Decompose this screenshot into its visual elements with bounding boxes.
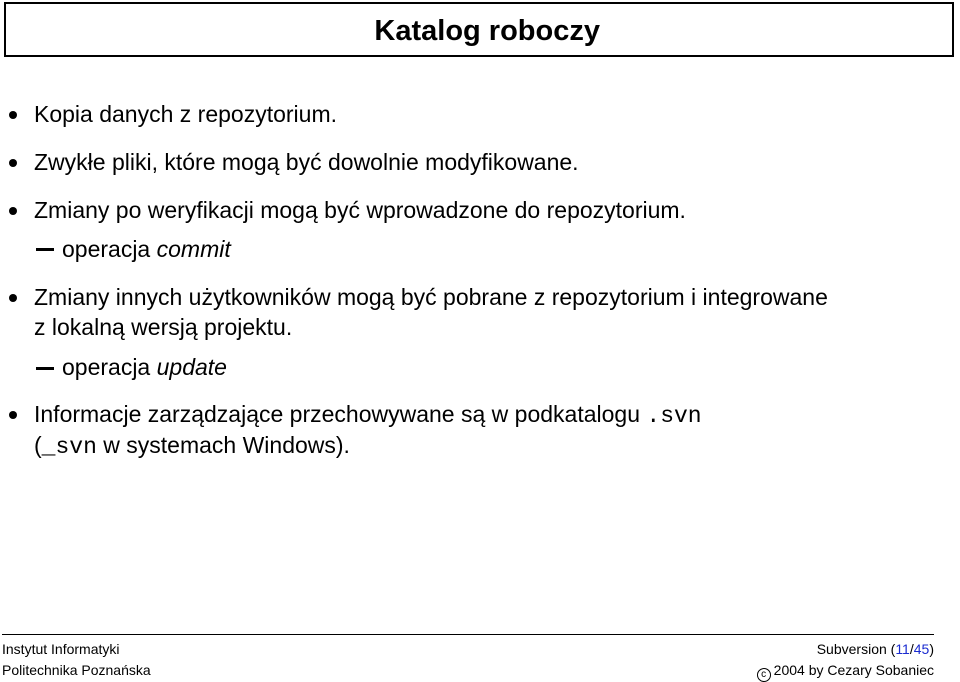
footer-institute: Instytut Informatyki [2,641,120,657]
bullet-item-1: Kopia danych z repozytorium. [34,101,337,127]
bullet-item-4-line-1: Zmiany innych użytkowników mogą być pobrane z repozytorium i integrowane [34,284,828,310]
dash-icon [36,248,54,251]
bullet-item-5-tail: w systemach Windows). [96,432,350,458]
bullet-dot-icon [9,411,17,419]
footer-page-info [817,640,934,658]
bullet-item-5-line-1 [34,400,702,430]
page-total: 45 [913,641,930,657]
paren-open: ( [34,432,42,458]
svn-dir-code: .svn [646,403,702,429]
dash-icon [36,367,54,370]
footer-university: Politechnika Poznańska [2,662,151,678]
footer-divider [2,634,934,635]
sub-item-update [62,353,227,381]
footer-paren-close: ) [929,641,934,657]
page-title: Katalog roboczy [374,15,600,47]
sub-item-prefix: operacja [62,354,157,380]
page-separator: / [909,641,914,657]
page-current: 11 [895,641,910,657]
commit-term: commit [156,236,231,262]
bullet-dot-icon [9,111,17,119]
copyright-text: 2004 by Cezary Sobaniec [773,662,934,678]
bullet-item-4-line-2: z lokalną wersją projektu. [34,314,293,340]
bullet-item-3: Zmiany po weryfikacji mogą być wprowadzone do repozytorium. [34,197,686,223]
bullet-item-5-text: Informacje zarządzające przechowywane są w podkatalogu [34,401,647,427]
bullet-item-2: Zwykłe pliki, które mogą być dowolnie modyfikowane. [34,149,579,175]
bullet-item-5-line-2 [34,431,350,461]
footer-doc-title: Subversion ( [816,641,896,657]
bullet-dot-icon [9,159,17,167]
update-term: update [156,354,227,380]
sub-item-commit [62,235,231,263]
svn-win-dir-code: _svn [41,434,97,460]
footer-copyright [757,661,934,682]
sub-item-prefix: operacja [62,236,157,262]
copyright-icon: c [757,668,771,682]
bullet-dot-icon [9,294,17,302]
bullet-dot-icon [9,207,17,215]
